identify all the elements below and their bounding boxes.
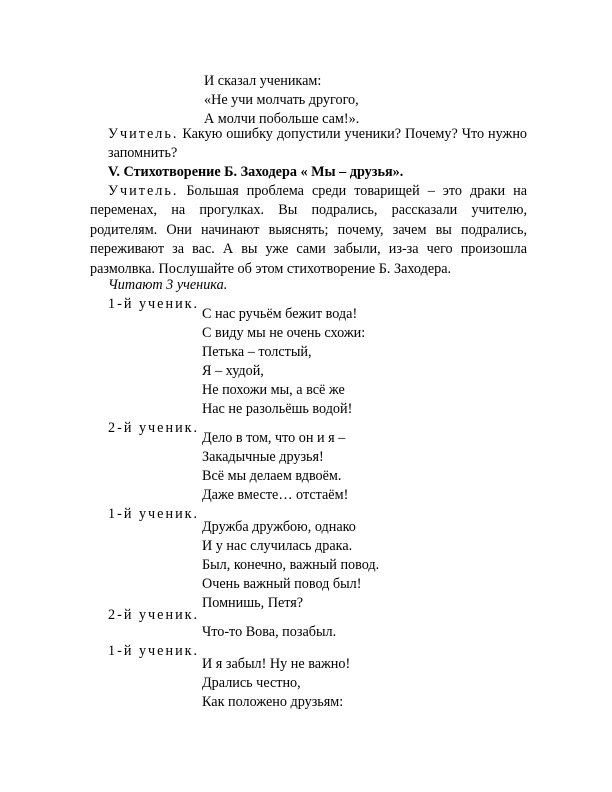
teacher-intro-text: Большая проблема среди товарищей – это драки на переменах, на прогулках. Вы подрались, рассказали учителю, родителям. Они начинают выяснять; почему, зачем вы подрались, переживают за вас. А вы уже сами забыли, из-за чего произошла размолвка. Послушайте об этом стихотворение Б. Заходера. [90, 183, 527, 277]
poem-line: И я забыл! Ну не важно! [202, 656, 351, 672]
speaker-label: 1-й ученик. [108, 643, 200, 659]
poem-line: Даже вместе… отстаём! [202, 487, 349, 503]
poem-line: И у нас случилась драка. [202, 538, 353, 554]
speaker-label: 2-й ученик. [108, 607, 200, 623]
poem-line: Дрались честно, [202, 675, 301, 691]
teacher-question [108, 125, 527, 164]
poem-line: Дружба дружбою, однако [202, 519, 356, 535]
poem-line: С нас ручьём бежит вода! [202, 306, 358, 322]
speaker-label: 2-й ученик. [108, 420, 200, 436]
poem-line: Петька – толстый, [202, 344, 312, 360]
section-heading: V. Стихотворение Б. Заходера « Мы – друзья». [108, 164, 404, 180]
speaker-label: Учитель. [108, 183, 179, 199]
poem-line: Всё мы делаем вдвоём. [202, 468, 342, 484]
verse-line: А молчи побольше сам!». [204, 111, 360, 127]
speaker-label: 1-й ученик. [108, 506, 200, 522]
poem-line: Не похожи мы, а всё же [202, 382, 345, 398]
teacher-intro [90, 182, 527, 279]
poem-line: Помнишь, Петя? [202, 595, 304, 611]
stage-note: Читают 3 ученика. [108, 277, 228, 293]
poem-line: Нас не разольёшь водой! [202, 401, 353, 417]
verse-line: «Не учи молчать другого, [204, 92, 359, 108]
speaker-label: Учитель. [108, 126, 179, 142]
speaker-label: 1-й ученик. [108, 296, 200, 312]
poem-line: Закадычные друзья! [202, 449, 324, 465]
poem-line: Я – худой, [202, 363, 264, 379]
poem-line: Дело в том, что он и я – [202, 430, 346, 446]
poem-line: Был, конечно, важный повод. [202, 557, 380, 573]
poem-line: С виду мы не очень схожи: [202, 325, 366, 341]
teacher-question-text: Какую ошибку допустили ученики? Почему? Что нужно запомнить? [108, 126, 528, 162]
poem-line: Что-то Вова, позабыл. [202, 624, 337, 640]
poem-line: Очень важный повод был! [202, 576, 362, 592]
poem-line: Как положено друзьям: [202, 694, 344, 710]
verse-line: И сказал ученикам: [204, 73, 322, 89]
